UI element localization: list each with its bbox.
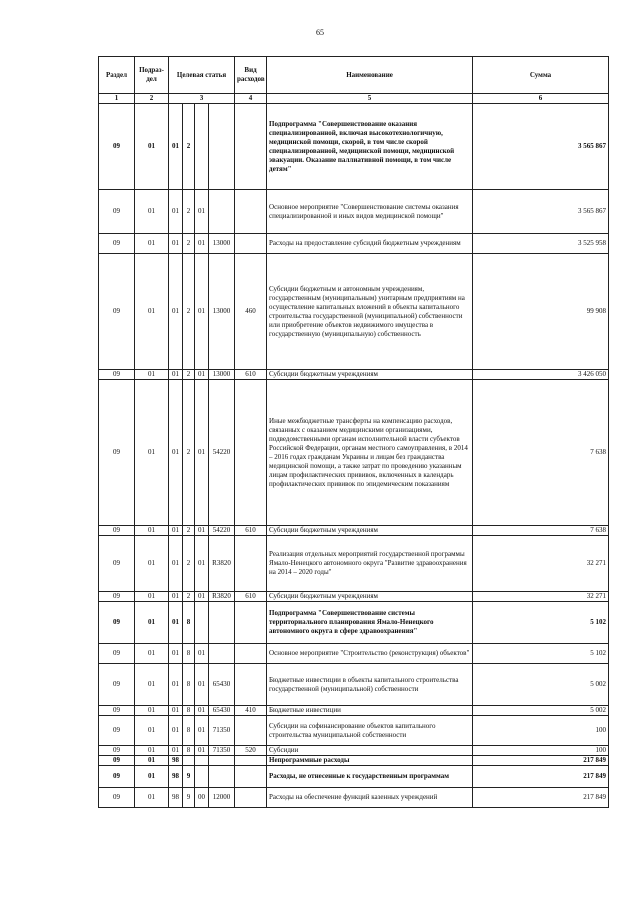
table-row [99, 716, 609, 746]
cell-podrazdel: 01 [135, 104, 169, 190]
table-row [99, 254, 609, 370]
cell-sum: 3 565 867 [473, 104, 609, 190]
cell-podrazdel: 01 [135, 592, 169, 602]
cell-sum: 32 271 [473, 536, 609, 592]
cell-razdel: 09 [99, 644, 135, 664]
cell-target-direction [209, 644, 235, 664]
cell-target-subprogram: 8 [183, 644, 195, 664]
cell-target-subprogram: 2 [183, 536, 195, 592]
table-row [99, 788, 609, 808]
cell-target-subprogram: 2 [183, 592, 195, 602]
cell-name: Субсидии на софинансирование объектов капитального строительства муниципальной собственности [267, 716, 473, 746]
cell-target-event: 01 [195, 706, 209, 716]
table-row [99, 664, 609, 706]
cell-vid [235, 788, 267, 808]
cell-target-event: 01 [195, 234, 209, 254]
cell-target-program: 01 [169, 664, 183, 706]
table-row [99, 746, 609, 756]
cell-target-program: 01 [169, 716, 183, 746]
cell-target-direction: 54220 [209, 526, 235, 536]
cell-target-program: 01 [169, 234, 183, 254]
cell-razdel: 09 [99, 536, 135, 592]
cell-target-event: 01 [195, 526, 209, 536]
cell-podrazdel: 01 [135, 254, 169, 370]
cell-target-program: 01 [169, 190, 183, 234]
table-row [99, 370, 609, 380]
cell-razdel: 09 [99, 370, 135, 380]
cell-target-subprogram: 8 [183, 706, 195, 716]
cell-target-subprogram: 2 [183, 254, 195, 370]
cell-target-event: 01 [195, 664, 209, 706]
cell-razdel: 09 [99, 706, 135, 716]
cell-name: Подпрограмма "Совершенствование системы территориального планирования Ямало-Ненецкого автономного округа в сфере здравоохранения" [267, 602, 473, 644]
cell-target-subprogram: 2 [183, 526, 195, 536]
index-cell: 3 [169, 94, 235, 104]
index-cell: 4 [235, 94, 267, 104]
cell-sum: 5 102 [473, 602, 609, 644]
cell-target-program: 01 [169, 370, 183, 380]
cell-target-event [195, 104, 209, 190]
cell-vid: 610 [235, 592, 267, 602]
cell-sum: 32 271 [473, 592, 609, 602]
cell-sum: 3 426 050 [473, 370, 609, 380]
table-row [99, 190, 609, 234]
cell-target-event: 01 [195, 370, 209, 380]
cell-target-direction: 71350 [209, 716, 235, 746]
cell-target-program: 98 [169, 766, 183, 788]
cell-target-subprogram: 8 [183, 602, 195, 644]
cell-vid: 610 [235, 370, 267, 380]
cell-target-subprogram: 2 [183, 234, 195, 254]
cell-target-event [195, 756, 209, 766]
cell-podrazdel: 01 [135, 766, 169, 788]
cell-target-program: 01 [169, 746, 183, 756]
cell-podrazdel: 01 [135, 664, 169, 706]
cell-target-program: 01 [169, 602, 183, 644]
table-row [99, 766, 609, 788]
cell-target-subprogram: 9 [183, 766, 195, 788]
table-row [99, 756, 609, 766]
cell-podrazdel: 01 [135, 370, 169, 380]
cell-sum: 7 638 [473, 380, 609, 526]
cell-target-direction: 12000 [209, 788, 235, 808]
cell-razdel: 09 [99, 592, 135, 602]
cell-target-program: 01 [169, 254, 183, 370]
table-body [99, 104, 609, 808]
cell-target-subprogram: 2 [183, 104, 195, 190]
cell-name: Непрограммные расходы [267, 756, 473, 766]
cell-sum: 3 525 958 [473, 234, 609, 254]
cell-target-subprogram: 2 [183, 370, 195, 380]
cell-target-direction: 71350 [209, 746, 235, 756]
cell-vid [235, 234, 267, 254]
cell-name: Реализация отдельных мероприятий государственной программы Ямало-Ненецкого автономного округа "Развитие здравоохранения на 2014 – 2020 годы" [267, 536, 473, 592]
cell-target-subprogram: 2 [183, 190, 195, 234]
table-row [99, 602, 609, 644]
cell-razdel: 09 [99, 254, 135, 370]
cell-podrazdel: 01 [135, 526, 169, 536]
cell-target-event: 01 [195, 380, 209, 526]
cell-sum: 217 849 [473, 766, 609, 788]
table-row [99, 706, 609, 716]
cell-razdel: 09 [99, 766, 135, 788]
cell-razdel: 09 [99, 190, 135, 234]
cell-target-subprogram: 8 [183, 746, 195, 756]
cell-target-event: 01 [195, 254, 209, 370]
cell-target-direction: R3820 [209, 592, 235, 602]
table-row [99, 380, 609, 526]
cell-name: Субсидии бюджетным учреждениям [267, 370, 473, 380]
cell-name: Бюджетные инвестиции в объекты капитального строительства государственной (муниципальной) собственности [267, 664, 473, 706]
cell-target-event: 01 [195, 746, 209, 756]
cell-vid: 410 [235, 706, 267, 716]
cell-podrazdel: 01 [135, 190, 169, 234]
cell-target-subprogram: 8 [183, 664, 195, 706]
cell-target-subprogram: 2 [183, 380, 195, 526]
cell-podrazdel: 01 [135, 234, 169, 254]
page-number: 65 [316, 28, 324, 37]
cell-podrazdel: 01 [135, 716, 169, 746]
table-row [99, 234, 609, 254]
cell-vid [235, 380, 267, 526]
cell-target-program: 01 [169, 380, 183, 526]
index-cell: 1 [99, 94, 135, 104]
cell-target-direction [209, 766, 235, 788]
cell-razdel: 09 [99, 756, 135, 766]
cell-podrazdel: 01 [135, 788, 169, 808]
cell-podrazdel: 01 [135, 536, 169, 592]
cell-sum: 5 002 [473, 706, 609, 716]
cell-name: Субсидии бюджетным учреждениям [267, 592, 473, 602]
cell-target-event [195, 766, 209, 788]
cell-sum: 5 102 [473, 644, 609, 664]
cell-name: Основное мероприятие "Строительство (реконструкция) объектов" [267, 644, 473, 664]
cell-vid [235, 104, 267, 190]
cell-razdel: 09 [99, 526, 135, 536]
cell-podrazdel: 01 [135, 756, 169, 766]
cell-podrazdel: 01 [135, 706, 169, 716]
cell-target-direction: R3820 [209, 536, 235, 592]
cell-vid: 460 [235, 254, 267, 370]
cell-target-direction: 13000 [209, 254, 235, 370]
table-row [99, 104, 609, 190]
cell-target-direction: 65430 [209, 706, 235, 716]
cell-target-direction: 13000 [209, 370, 235, 380]
cell-target-program: 98 [169, 788, 183, 808]
cell-target-direction [209, 602, 235, 644]
cell-razdel: 09 [99, 104, 135, 190]
cell-target-event: 01 [195, 592, 209, 602]
cell-name: Расходы на обеспечение функций казенных учреждений [267, 788, 473, 808]
cell-target-direction [209, 190, 235, 234]
cell-vid [235, 536, 267, 592]
cell-target-subprogram: 8 [183, 716, 195, 746]
cell-podrazdel: 01 [135, 380, 169, 526]
header-name: Наименование [267, 57, 473, 94]
table-row [99, 592, 609, 602]
cell-target-direction: 54220 [209, 380, 235, 526]
cell-vid [235, 756, 267, 766]
cell-target-event: 01 [195, 644, 209, 664]
cell-razdel: 09 [99, 716, 135, 746]
cell-target-event: 00 [195, 788, 209, 808]
cell-vid [235, 716, 267, 746]
cell-target-event: 01 [195, 716, 209, 746]
cell-name: Расходы, не отнесенные к государственным программам [267, 766, 473, 788]
cell-target-subprogram: 9 [183, 788, 195, 808]
cell-target-direction [209, 104, 235, 190]
header-razdel: Раздел [99, 57, 135, 94]
cell-name: Иные межбюджетные трансферты на компенсацию расходов, связанных с оказанием медицинскими организациями, подведомственными органам исполнительной власти субъектов Российской Федерации, органам местного самоуправления, в 2014 – 2016 годах гражданам Украины и лицам без гражданства медицинской помощи, а также затрат по проведению указанным лицам профилактических прививок, включенных в календарь профилактических прививок по эпидемическим показаниям [267, 380, 473, 526]
cell-target-event: 01 [195, 536, 209, 592]
cell-name: Основное мероприятие "Совершенствование системы оказания специализированной и иных видов медицинской помощи" [267, 190, 473, 234]
cell-razdel: 09 [99, 746, 135, 756]
cell-vid: 520 [235, 746, 267, 756]
cell-name: Бюджетные инвестиции [267, 706, 473, 716]
cell-name: Субсидии [267, 746, 473, 756]
cell-sum: 99 908 [473, 254, 609, 370]
cell-target-program: 01 [169, 104, 183, 190]
cell-razdel: 09 [99, 664, 135, 706]
cell-vid [235, 190, 267, 234]
cell-target-direction: 13000 [209, 234, 235, 254]
cell-razdel: 09 [99, 602, 135, 644]
cell-razdel: 09 [99, 380, 135, 526]
cell-name: Расходы на предоставление субсидий бюджетным учреждениям [267, 234, 473, 254]
cell-target-program: 01 [169, 526, 183, 536]
cell-sum: 5 002 [473, 664, 609, 706]
cell-name: Субсидии бюджетным учреждениям [267, 526, 473, 536]
table-row [99, 536, 609, 592]
header-podrazdel: Подраз-дел [135, 57, 169, 94]
cell-sum: 7 638 [473, 526, 609, 536]
cell-vid [235, 644, 267, 664]
index-cell: 5 [267, 94, 473, 104]
table-row [99, 644, 609, 664]
cell-target-event: 01 [195, 190, 209, 234]
cell-sum: 100 [473, 746, 609, 756]
cell-podrazdel: 01 [135, 746, 169, 756]
cell-target-direction: 65430 [209, 664, 235, 706]
cell-target-program: 01 [169, 592, 183, 602]
cell-target-program: 98 [169, 756, 183, 766]
header-vid: Вид расходов [235, 57, 267, 94]
cell-podrazdel: 01 [135, 602, 169, 644]
cell-sum: 100 [473, 716, 609, 746]
cell-vid [235, 602, 267, 644]
index-cell: 2 [135, 94, 169, 104]
header-sum: Сумма [473, 57, 609, 94]
budget-table [98, 56, 609, 808]
cell-razdel: 09 [99, 788, 135, 808]
cell-target-program: 01 [169, 706, 183, 716]
cell-target-program: 01 [169, 644, 183, 664]
cell-vid [235, 766, 267, 788]
cell-name: Подпрограмма "Совершенствование оказания специализированной, включая высокотехнологичную, медицинской помощи, скорой, в том числе скорой специализированной, медицинской помощи, медицинской эвакуации. Оказание паллиативной помощи, в том числе детям" [267, 104, 473, 190]
index-cell: 6 [473, 94, 609, 104]
header-target: Целевая статья [169, 57, 235, 94]
cell-name: Субсидии бюджетным и автономным учреждениям, государственным (муниципальным) унитарным предприятиям на осуществление капитальных вложений в объекты капитального строительства государственной (муниципальной) собственности или приобретение объектов недвижимого имущества в государственную (муниципальную) собственность [267, 254, 473, 370]
table-row [99, 526, 609, 536]
cell-target-event [195, 602, 209, 644]
cell-target-subprogram [183, 756, 195, 766]
cell-vid [235, 664, 267, 706]
cell-podrazdel: 01 [135, 644, 169, 664]
cell-target-direction [209, 756, 235, 766]
cell-sum: 3 565 867 [473, 190, 609, 234]
cell-razdel: 09 [99, 234, 135, 254]
cell-vid: 610 [235, 526, 267, 536]
cell-sum: 217 849 [473, 756, 609, 766]
cell-sum: 217 849 [473, 788, 609, 808]
cell-target-program: 01 [169, 536, 183, 592]
